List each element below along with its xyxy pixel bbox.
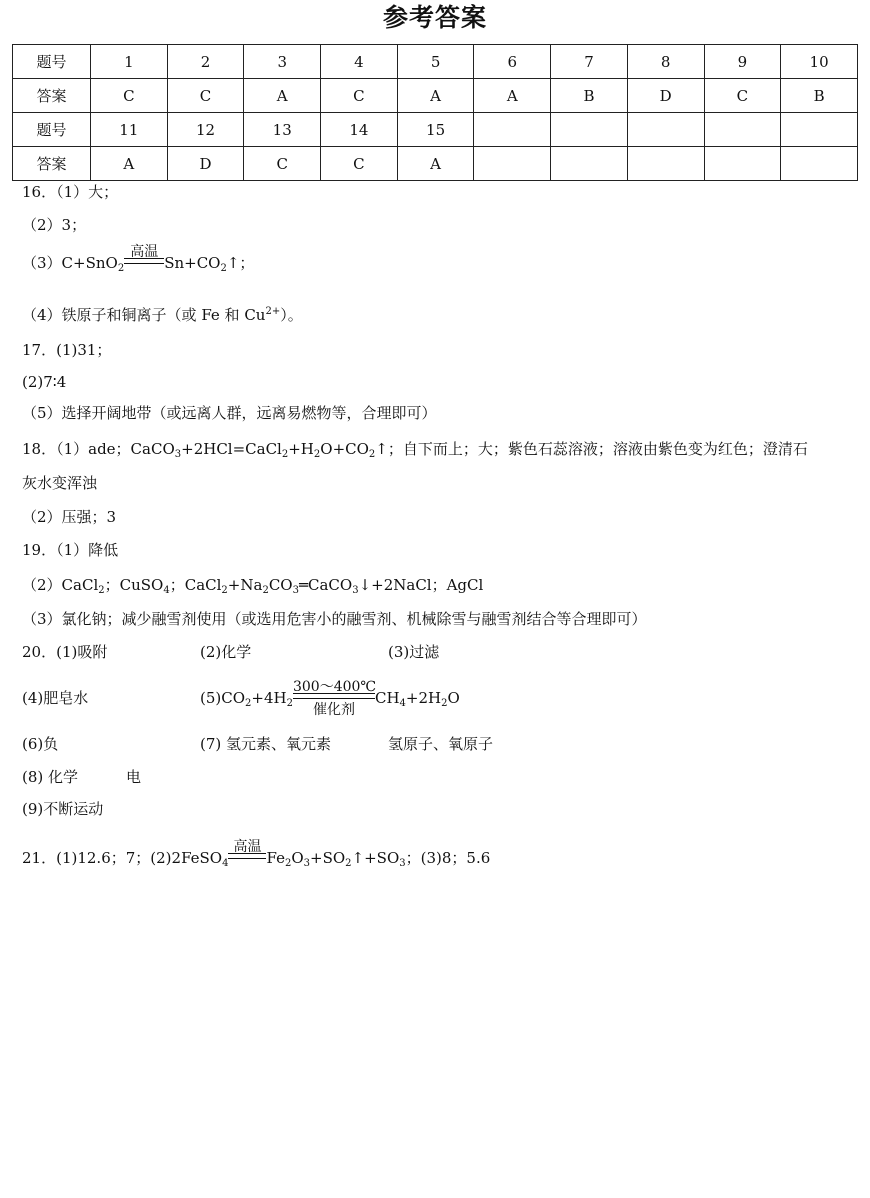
q19-part1: 19．（1）降低 xyxy=(22,541,119,559)
q20-part5: $(5)CO_2+4H_2$ 300～400℃ 催化剂 $CH_4+2H_2O$ xyxy=(200,679,460,718)
q20-part9: (9)不断运动 xyxy=(22,800,104,818)
table-cell: 5 xyxy=(397,45,474,79)
q20-part6: (6)负 xyxy=(22,735,59,753)
q20-part2: (2)化学 xyxy=(200,643,252,661)
table-cell xyxy=(474,113,551,147)
table-cell: 10 xyxy=(781,45,858,79)
q19-part2: （2）CaCl$_2$；CuSO$_4$；$CaCl_2+Na_2CO_3═CaCO_3↓+2NaCl$；AgCl xyxy=(22,576,484,596)
table-cell xyxy=(704,113,781,147)
table-cell: C xyxy=(704,79,781,113)
table-cell: C xyxy=(321,147,398,181)
table-cell: B xyxy=(781,79,858,113)
q17-part1: 17．(1)31； xyxy=(22,341,112,359)
table-cell: 15 xyxy=(397,113,474,147)
q18-part2: （2）压强；3 xyxy=(22,508,117,526)
table-cell: A xyxy=(397,147,474,181)
table-cell: 题号 xyxy=(13,45,91,79)
table-cell xyxy=(627,147,704,181)
table-cell: 12 xyxy=(167,113,244,147)
table-cell: 14 xyxy=(321,113,398,147)
table-cell: 7 xyxy=(551,45,628,79)
q21: 21．(1)12.6；7；(2)2FeSO$_4$ 高温 $Fe_2O_3+SO_2↑+SO_3$；(3)8；5.6 xyxy=(22,839,491,869)
table-cell: 3 xyxy=(244,45,321,79)
page-title: 参考答案 xyxy=(382,3,487,32)
table-cell: C xyxy=(167,79,244,113)
table-cell xyxy=(551,113,628,147)
table-cell: B xyxy=(551,79,628,113)
table-cell: D xyxy=(167,147,244,181)
q20-part4: (4)肥皂水 xyxy=(22,689,89,707)
table-cell: 8 xyxy=(627,45,704,79)
table-cell: 1 xyxy=(91,45,168,79)
table-cell xyxy=(551,147,628,181)
q18-part1-cont: 灰水变浑浊 xyxy=(22,474,98,492)
table-cell xyxy=(704,147,781,181)
table-cell: C xyxy=(244,147,321,181)
table-cell: 4 xyxy=(321,45,398,79)
q16-part2: （2）3； xyxy=(22,216,87,234)
answer-table xyxy=(12,44,858,181)
q19-part3: （3）氯化钠；减少融雪剂使用（或选用危害小的融雪剂、机械除雪与融雪剂结合等合理即可） xyxy=(22,610,647,628)
table-row xyxy=(13,113,858,147)
table-cell: C xyxy=(91,79,168,113)
q16-part1: 16．（1）大； xyxy=(22,183,119,201)
q20-part3: (3)过滤 xyxy=(388,643,440,661)
table-cell: C xyxy=(321,79,398,113)
table-cell xyxy=(781,113,858,147)
table-row xyxy=(13,79,858,113)
q20-part8: (8) 化学 xyxy=(22,768,79,786)
table-cell: D xyxy=(627,79,704,113)
table-cell: 11 xyxy=(91,113,168,147)
table-cell: A xyxy=(397,79,474,113)
table-cell: 答案 xyxy=(13,147,91,181)
table-cell: 13 xyxy=(244,113,321,147)
q16-part3: （3）C+SnO$_2$ 高温 $Sn+CO_2↑$； xyxy=(22,244,255,274)
q20-part8b: 电 xyxy=(126,768,142,786)
q17-part2: (2)7∶4 xyxy=(22,373,67,391)
table-cell: A xyxy=(91,147,168,181)
table-row xyxy=(13,147,858,181)
table-cell: 题号 xyxy=(13,113,91,147)
table-cell: 6 xyxy=(474,45,551,79)
table-cell xyxy=(781,147,858,181)
table-cell: A xyxy=(244,79,321,113)
table-cell: 答案 xyxy=(13,79,91,113)
q20-part7: (7) 氢元素、氧元素 xyxy=(200,735,332,753)
table-cell: A xyxy=(474,79,551,113)
table-row xyxy=(13,45,858,79)
q18-part1: 18．（1）ade；$CaCO_3+2HCl=CaCl_2+H_2O+CO_2↑$；自下而上；大；紫色石蕊溶液；溶液由紫色变为红色；澄清石 xyxy=(22,440,808,460)
table-cell: 9 xyxy=(704,45,781,79)
q20-part7b: 氢原子、氧原子 xyxy=(388,735,494,753)
q16-part4: （4）铁原子和铜离子（或 Fe 和 $Cu^{2+}$）。 xyxy=(22,306,303,324)
q17-part5: （5）选择开阔地带（或远离人群，远离易燃物等，合理即可） xyxy=(22,404,437,422)
q20-part1: 20．(1)吸附 xyxy=(22,643,108,661)
table-cell: 2 xyxy=(167,45,244,79)
table-cell xyxy=(627,113,704,147)
table-cell xyxy=(474,147,551,181)
